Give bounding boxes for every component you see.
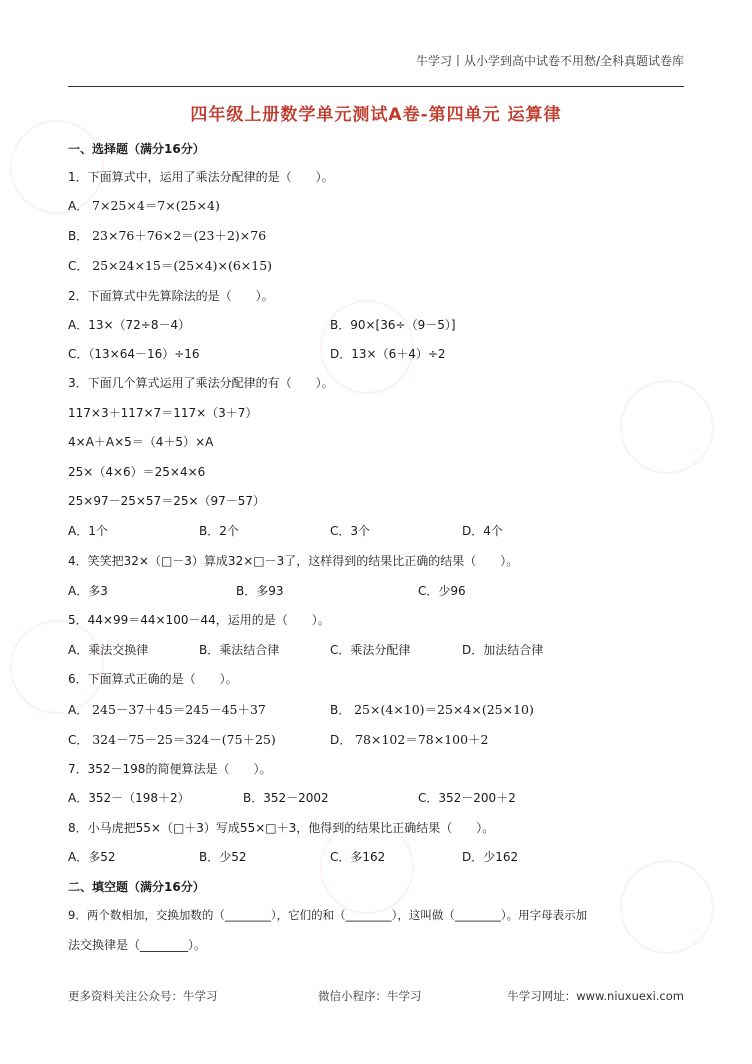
footer-wechat-account: 更多资料关注公众号：牛学习 [68, 989, 218, 1003]
option-a[interactable] [68, 700, 266, 718]
option-expression: 25×24×15＝(25×4)×(6×15) [92, 258, 273, 273]
option-c[interactable]: C．少96 [418, 584, 466, 598]
question-stem: 8．小马虎把55×（□＋3）写成55×□＋3，他得到的结果比正确结果（ ）。 [68, 821, 495, 835]
option-c[interactable] [68, 730, 276, 748]
option-c[interactable]: C．乘法分配律 [330, 643, 411, 657]
option-expression: 245－37＋45＝245－45＋37 [92, 702, 266, 717]
option-a[interactable]: A．乘法交换律 [68, 643, 149, 657]
header-divider [68, 86, 684, 87]
question-stem: 1．下面算式中，运用了乘法分配律的是（ ）。 [68, 170, 334, 184]
question-stem: 6．下面算式正确的是（ ）。 [68, 672, 238, 686]
option-a[interactable]: A．352－（198＋2） [68, 791, 190, 805]
option-a[interactable] [68, 196, 220, 214]
option-label: A． [68, 703, 89, 717]
equation-line: 25×（4×6）＝25×4×6 [68, 465, 206, 479]
watermark-logo [620, 380, 714, 474]
equation-line: 4×A＋A×5＝（4＋5）×A [68, 435, 214, 449]
option-expression: 78×102＝78×100＋2 [355, 732, 489, 747]
option-expression: 324－75－25＝324－(75＋25) [92, 732, 276, 747]
option-label: A． [68, 199, 89, 213]
option-expression: 25×(4×10)＝25×4×(25×10) [354, 702, 534, 717]
watermark-logo [620, 860, 714, 954]
option-a[interactable]: A．多3 [68, 584, 108, 598]
option-b[interactable]: B．352－2002 [243, 791, 329, 805]
option-b[interactable]: B．乘法结合律 [199, 643, 280, 657]
option-d[interactable]: D．4个 [462, 524, 503, 538]
option-b[interactable] [68, 226, 266, 244]
question-stem: 4．笑笑把32×（□－3）算成32×□－3了，这样得到的结果比正确的结果（ ）。 [68, 554, 519, 568]
option-label: B． [330, 703, 351, 717]
header-site-text: 牛学习丨从小学到高中试卷不用愁/全科真题试卷库 [415, 54, 684, 68]
option-a[interactable]: A．多52 [68, 850, 116, 864]
question-stem: 9．两个数相加，交换加数的（________），它们的和（________），这叫做（________）。用字母表示加 [68, 908, 588, 922]
option-c[interactable] [68, 256, 272, 274]
equation-line: 117×3＋117×7＝117×（3＋7） [68, 406, 258, 420]
option-b[interactable]: B．少52 [199, 850, 247, 864]
equation-line: 25×97－25×57＝25×（97－57） [68, 494, 266, 508]
footer-mini-program: 微信小程序：牛学习 [318, 989, 422, 1003]
option-expression: 23×76＋76×2＝(23＋2)×76 [92, 228, 267, 243]
section-heading: 二、填空题（满分16分） [68, 880, 205, 894]
footer-website-link[interactable]: 牛学习网址：www.niuxuexi.com [507, 989, 684, 1003]
option-d[interactable]: D．少162 [462, 850, 519, 864]
option-a[interactable]: A．1个 [68, 524, 108, 538]
option-label: C． [68, 259, 89, 273]
option-label: B． [68, 229, 89, 243]
option-d[interactable] [330, 730, 489, 748]
option-b[interactable]: B．2个 [199, 524, 239, 538]
option-c[interactable]: C．多162 [330, 850, 386, 864]
option-label: C． [68, 733, 89, 747]
option-d[interactable]: D．13×（6＋4）÷2 [330, 347, 446, 361]
option-expression: 7×25×4＝7×(25×4) [92, 198, 220, 213]
page-title: 四年级上册数学单元测试A卷-第四单元 运算律 [190, 105, 562, 125]
option-c[interactable]: C．（13×64－16）÷16 [68, 347, 200, 361]
question-stem: 3．下面几个算式运用了乘法分配律的有（ ）。 [68, 376, 334, 390]
option-label: D． [330, 733, 352, 747]
section-heading: 一、选择题（满分16分） [68, 142, 205, 156]
option-b[interactable] [330, 700, 534, 718]
option-b[interactable]: B．90×[36÷（9－5）] [330, 318, 456, 332]
option-b[interactable]: B．多93 [236, 584, 284, 598]
option-a[interactable]: A．13×（72÷8－4） [68, 318, 191, 332]
option-c[interactable]: C．3个 [330, 524, 371, 538]
question-stem: 7．352－198的简便算法是（ ）。 [68, 762, 272, 776]
question-stem: 5．44×99＝44×100－44，运用的是（ ）。 [68, 613, 330, 627]
option-d[interactable]: D．加法结合律 [462, 643, 544, 657]
option-c[interactable]: C．352－200＋2 [418, 791, 516, 805]
question-stem-continued: 法交换律是（________）。 [68, 938, 207, 952]
question-stem: 2．下面算式中先算除法的是（ ）。 [68, 289, 274, 303]
